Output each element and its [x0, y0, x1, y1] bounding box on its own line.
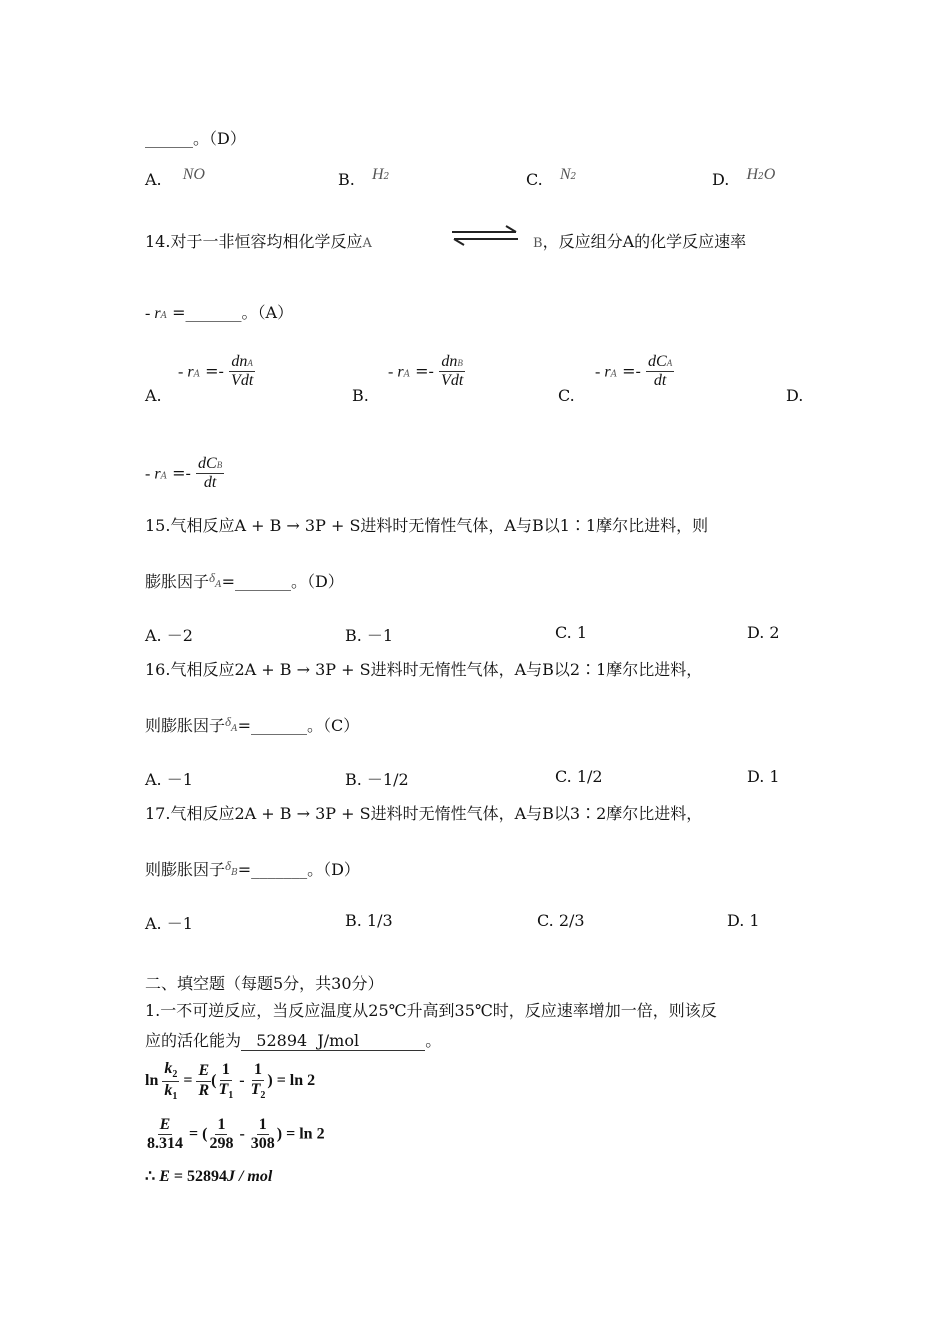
q14-option-a-formula: - rA =- $\frac{\text{dnA}}{\text{Vdt}}$ — [178, 353, 254, 390]
solution-eq3: ∴ E = 52894J / mol — [145, 1168, 273, 1185]
solution-eq2: $\frac{E}{8.314}$ = ( $\frac{1}{298}$ - $\frac{1}{308}$ ) = ln 2 — [147, 1116, 325, 1153]
q15-question-line: 膨胀因子$^\delta$A=_______。（D） — [145, 570, 344, 591]
q13-option-a: A. NO — [145, 166, 205, 189]
q17-question-line: 则膨胀因子$^\delta$B=_______。（D） — [145, 858, 360, 879]
section2-title: 二、填空题（每题5分，共30分） — [145, 974, 384, 993]
q16-option-c: C. 1/2 — [555, 767, 603, 786]
q15-option-d: D. 2 — [747, 623, 780, 642]
fill-q1-line1: 1.一不可逆反应，当反应温度从25℃升高到35℃时，反应速率增加一倍，则该反 — [145, 1001, 717, 1020]
q17-option-a: A. －1 — [145, 914, 193, 933]
fill-q1-line2: 应的活化能为 52894 J/mol 。 — [145, 1031, 442, 1050]
q14-option-b-formula: - rA =- $\frac{\text{dnB}}{\text{Vdt}}$ — [388, 353, 464, 390]
q16-question-line: 则膨胀因子$^\delta$A=_______。（C） — [145, 714, 360, 735]
q16-option-d: D. 1 — [747, 767, 780, 786]
q15-option-b: B. －1 — [345, 626, 394, 645]
q14-question-line: - rA =_______。（A） — [145, 303, 294, 322]
q14-option-a-label: A. — [145, 386, 162, 405]
q16-option-a: A. －1 — [145, 770, 193, 789]
q13-stem-tail: ______。（D） — [145, 129, 246, 148]
q14-option-b-label: B. — [352, 386, 369, 405]
q15-stem: 15.气相反应A + B → 3P + S进料时无惰性气体，A与B以1∶1摩尔比进料，则 — [145, 516, 709, 535]
q14-stem: 14.对于一非恒容均相化学反应A — [145, 232, 372, 251]
q16-stem: 16.气相反应2A + B → 3P + S进料时无惰性气体，A与B以2∶1摩尔比进料， — [145, 660, 703, 679]
q13-option-b: B. H2 — [338, 166, 390, 189]
q13-option-c: C. N2 — [526, 166, 577, 189]
q15-option-c: C. 1 — [555, 623, 588, 642]
equilibrium-arrow-icon — [450, 224, 520, 246]
fill-q1-answer: 52894 J/mol — [241, 1031, 426, 1050]
q14-stem-2: B，反应组分A的化学反应速率 — [533, 232, 747, 251]
q17-option-c: C. 2/3 — [537, 911, 585, 930]
q15-option-a: A. －2 — [145, 626, 193, 645]
solution-eq1: ln $\frac{k_2}{k_1}$ = $\frac{E}{R}$ ( $\frac{1}{T_1}$ - $\frac{1}{T_2}$ ) = ln 2 — [145, 1060, 316, 1102]
q17-option-d: D. 1 — [727, 911, 760, 930]
q13-option-d: D. H2O — [712, 166, 776, 189]
q17-option-b: B. 1/3 — [345, 911, 393, 930]
q14-option-c-label: C. — [558, 386, 575, 405]
q14-option-c-formula: - rA =- $\frac{\text{dCA}}{dt}$ — [595, 353, 673, 390]
q14-option-d-formula: - rA =- $\frac{\text{dCB}}{dt}$ — [145, 455, 223, 492]
q16-option-b: B. －1/2 — [345, 770, 409, 789]
q14-option-d-label: D. — [786, 386, 804, 405]
q17-stem: 17.气相反应2A + B → 3P + S进料时无惰性气体，A与B以3∶2摩尔比进料， — [145, 804, 703, 823]
